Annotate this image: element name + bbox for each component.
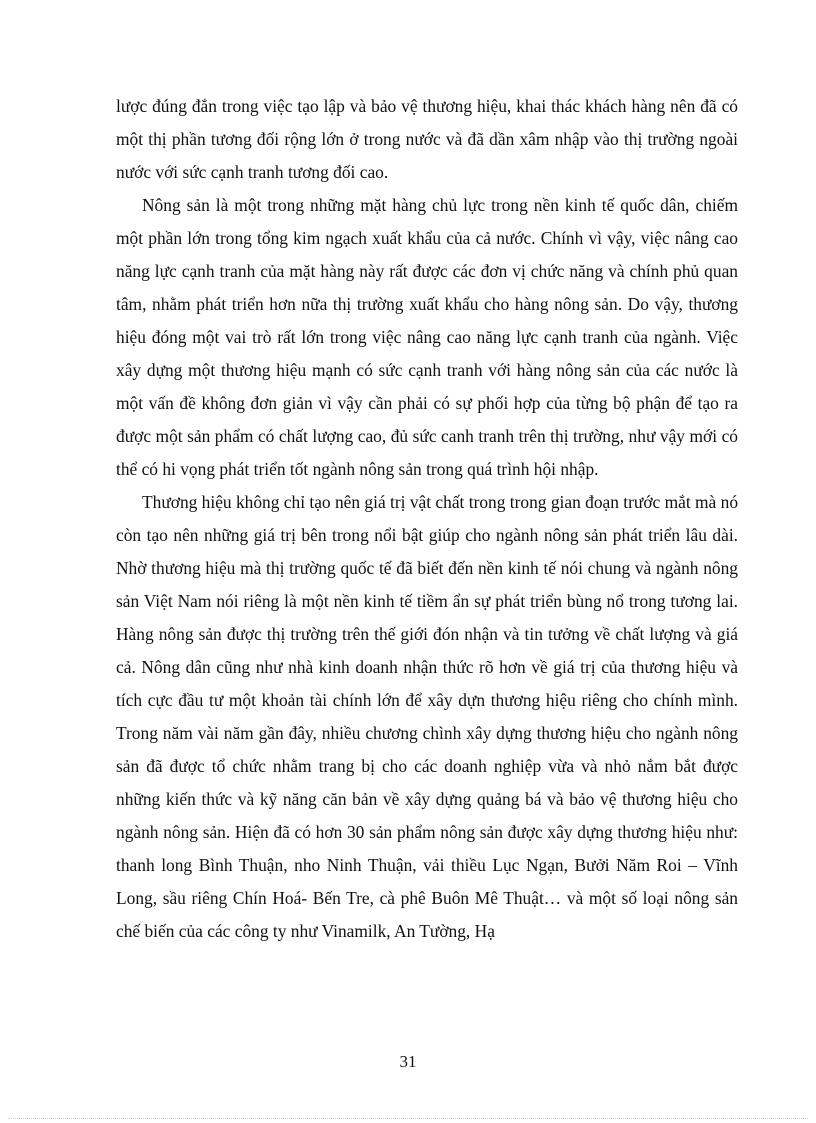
page-number: 31 <box>399 1052 417 1071</box>
paragraph-brand-value: Thương hiệu không chỉ tạo nên giá trị vật chất trong trong gian đoạn trước mắt mà nó còn tạo nên những giá trị bên trong nổi bật giúp cho ngành nông sản phát triển lâu dài. Nhờ thương hiệu mà thị trường quốc tế đã biết đến nền kinh tế nói chung và ngành nông sản Việt Nam nói riêng là một nền kinh tế tiềm ẩn sự phát triển bùng nổ trong tương lai. Hàng nông sản được thị trường trên thế giới đón nhận và tin tưởng về chất lượng và giá cả. Nông dân cũng như nhà kinh doanh nhận thức rõ hơn về giá trị của thương hiệu và tích cực đầu tư một khoản tài chính lớn để xây dựn thương hiệu riêng cho chính mình. Trong năm vài năm gần đây, nhiều chương chình xây dựng thương hiệu cho ngành nông sản đã được tổ chức nhằm trang bị cho các doanh nghiệp vừa và nhỏ nắm bắt được những kiến thức và kỹ năng căn bản về xây dựng quảng bá và bảo vệ thương hiệu cho ngành nông sản. Hiện đã có hơn 30 sản phẩm nông sản được xây dựng thương hiệu như: thanh long Bình Thuận, nho Ninh Thuận, vải thiều Lục Ngạn, Bưởi Năm Roi – Vĩnh Long, sầu riêng Chín Hoá- Bến Tre, cà phê Buôn Mê Thuật… và một số loại nông sản chế biến của các công ty như Vinamilk, An Tường, Hạ <box>116 492 739 941</box>
body-text <box>116 90 738 948</box>
paragraph-continued: lược đúng đắn trong việc tạo lập và bảo vệ thương hiệu, khai thác khách hàng nên đã có một thị phần tương đối rộng lớn ở trong nước và đã dần xâm nhập vào thị trường ngoài nước với sức cạnh tranh tương đối cao. <box>116 96 738 182</box>
paragraph-agricultural-products: Nông sản là một trong những mặt hàng chủ lực trong nền kinh tế quốc dân, chiếm một phần lớn trong tổng kim ngạch xuất khẩu của cả nước. Chính vì vậy, việc nâng cao năng lực cạnh tranh của mặt hàng này rất được các đơn vị chức năng và chính phủ quan tâm, nhằm phát triển hơn nữa thị trường xuất khẩu cho hàng nông sản. Do vậy, thương hiệu đóng một vai trò rất lớn trong việc nâng cao năng lực cạnh tranh của ngành. Việc xây dựng một thương hiệu mạnh có sức cạnh tranh với hàng nông sản của các nước là một vấn đề không đơn giản vì vậy cần phải có sự phối hợp của từng bộ phận để tạo ra được một sản phẩm có chất lượng cao, đủ sức canh tranh trên thị trường, như vậy mới có thể có hi vọng phát triển tốt ngành nông sản trong quá trình hội nhập. <box>116 195 738 479</box>
page-bottom-divider <box>8 1118 808 1119</box>
